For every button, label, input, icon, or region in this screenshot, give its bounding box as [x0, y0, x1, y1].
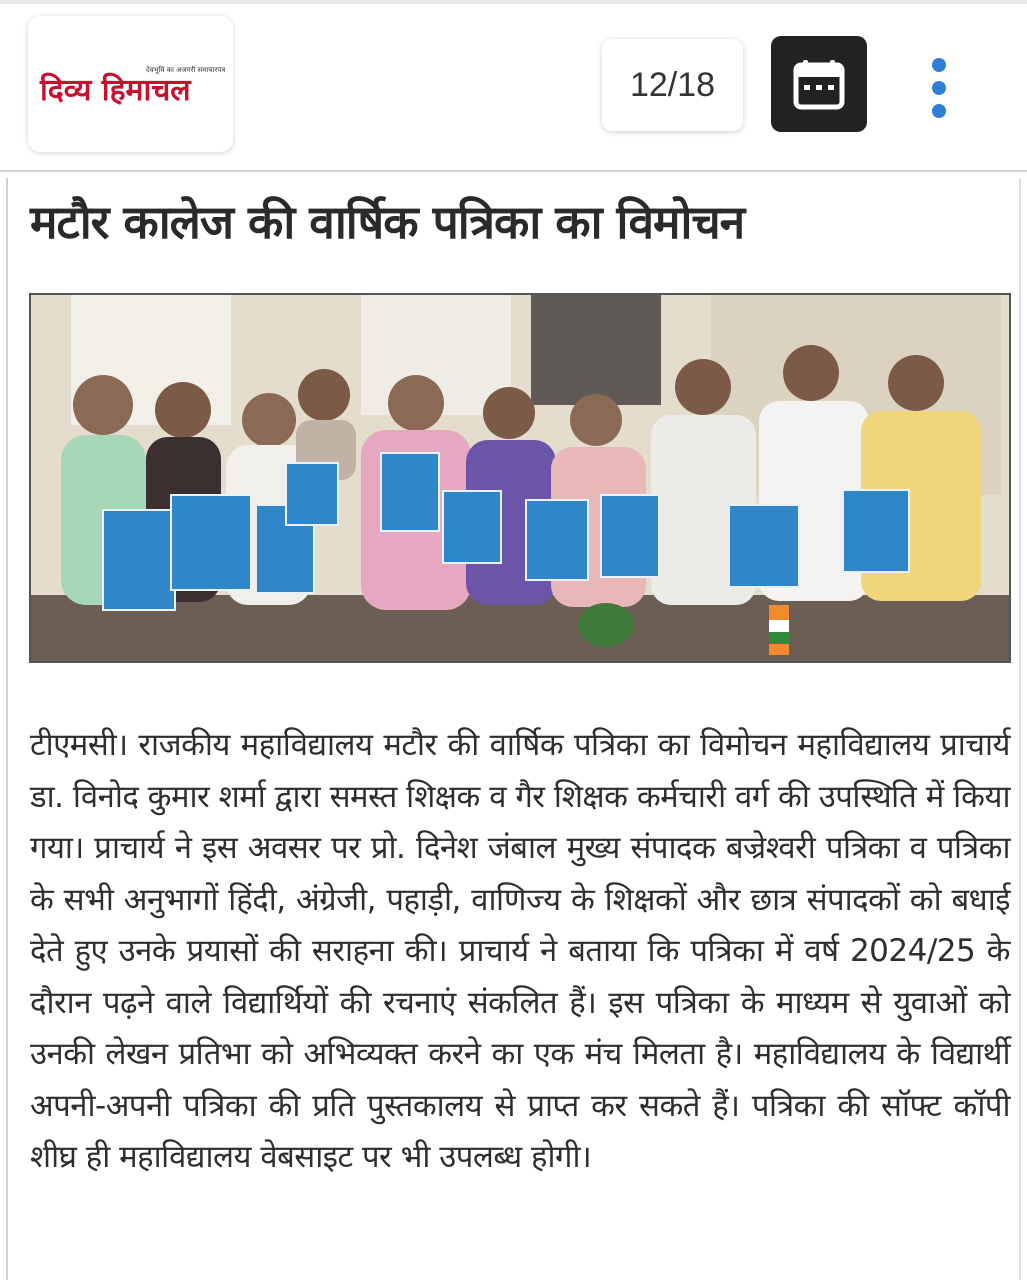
- article-headline: मटौर कालेज की वार्षिक पत्रिका का विमोचन: [30, 195, 745, 249]
- newspaper-logo[interactable]: [28, 16, 233, 152]
- more-options-button[interactable]: [916, 50, 962, 126]
- article-body: टीएमसी। राजकीय महाविद्यालय मटौर की वार्षिक पत्रिका का विमोचन महाविद्यालय प्राचार्य डा. विनोद कुमार शर्मा द्वारा समस्त शिक्षक व गैर शिक्षक कर्मचारी वर्ग की उपस्थिति में किया गया। प्राचार्य ने इस अवसर पर प्रो. दिनेश जंबाल मुख्य संपादक बज्रेश्वरी पत्रिका व पत्रिका के सभी अनुभागों हिंदी, अंग्रेजी, पहाड़ी, वाणिज्य के शिक्षकों और छात्र संपादकों को बधाई देते हुए उनके प्रयासों की सराहना की। प्राचार्य ने बताया कि पत्रिका में वर्ष 2024/25 के दौरान पढ़ने वाले विद्यार्थियों की रचनाएं संकलित हैं। इस पत्रिका के माध्यम से युवाओं को उनकी लेखन प्रतिभा को अभिव्यक्त करने का एक मंच मिलता है। महाविद्यालय के विद्यार्थी अपनी-अपनी पत्रिका की प्रति पुस्तकालय से प्राप्त कर सकते हैं। पत्रिका की सॉफ्ट कॉपी शीघ्र ही महाविद्यालय वेबसाइट पर भी उपलब्ध होगी।: [30, 727, 1010, 1175]
- group-photo-illustration: [31, 295, 1009, 661]
- article-photo: [29, 293, 1011, 663]
- logo-tagline: देवभूमि का अजगरी समाचारपत्र: [146, 66, 226, 74]
- calendar-icon: [791, 56, 847, 112]
- logo-text: दिव्य हिमाचल: [40, 73, 191, 108]
- article-clipping: [6, 178, 1021, 1280]
- calendar-button[interactable]: [771, 36, 867, 132]
- menu-dot: [932, 58, 946, 72]
- top-bar: [0, 0, 1027, 172]
- menu-dot: [932, 81, 946, 95]
- page-counter-button[interactable]: 12/18: [602, 39, 743, 131]
- menu-dot: [932, 104, 946, 118]
